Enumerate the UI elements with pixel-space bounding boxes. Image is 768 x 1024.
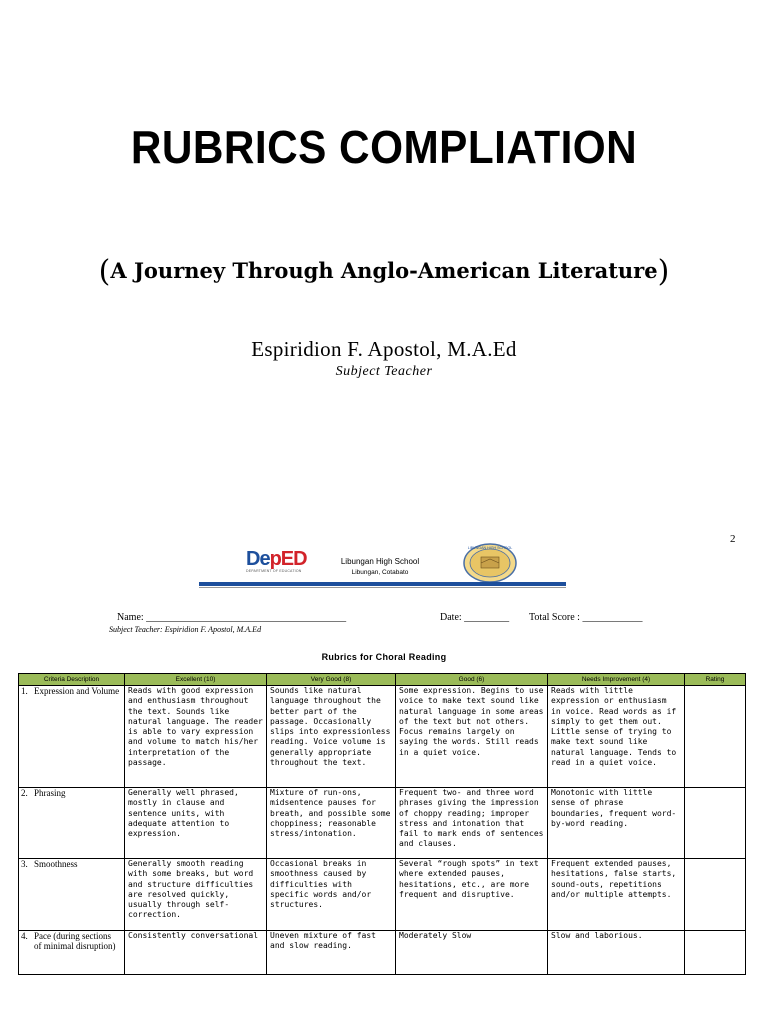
- school-name: Libungan High School: [340, 557, 420, 566]
- deped-logo: [246, 548, 307, 573]
- seal-lettering: LIBUNGAN HIGH SCHOOL: [467, 546, 513, 550]
- name-field[interactable]: Name: ________________________________________: [117, 612, 347, 623]
- very-good-cell: Sounds like natural language throughout the better part of the passage. Occasionally slips into expressionless reading. Voice volume is generally appropriate throughout the text.: [267, 686, 396, 788]
- excellent-cell: Reads with good expression and enthusiasm throughout the text. Sounds like natural language. The reader is able to vary expression and volume to match his/her interpretation of the passage.: [125, 686, 267, 788]
- date-field[interactable]: Date: _________: [440, 612, 510, 623]
- rating-cell[interactable]: [685, 788, 746, 859]
- criteria-number: 3.: [21, 859, 28, 869]
- header-excellent: Excellent (10): [125, 674, 267, 686]
- needs-improvement-cell: Monotonic with little sense of phrase boundaries, frequent word-by-word reading.: [548, 788, 685, 859]
- excellent-cell: Generally smooth reading with some breaks, but word and structure difficulties are resolved quickly, usually through self-correction.: [125, 859, 267, 931]
- needs-improvement-cell: Slow and laborious.: [548, 931, 685, 975]
- needs-improvement-cell: Reads with little expression or enthusiasm in voice. Read words as if simply to get them out. Little sense of trying to make text sound like natural language. Tends to read in a quiet voice.: [548, 686, 685, 788]
- criteria-cell: [19, 788, 125, 859]
- very-good-cell: Occasional breaks in smoothness caused by difficulties with specific words and/or structures.: [267, 859, 396, 931]
- deped-logo-part2: pED: [269, 548, 307, 570]
- subtitle-text: A Journey Through Anglo-American Literature: [110, 258, 658, 283]
- header-needs-improvement: Needs Improvement (4): [548, 674, 685, 686]
- page-number: 2: [730, 533, 736, 545]
- rating-cell[interactable]: [685, 686, 746, 788]
- school-address: Libungan, Cotabato: [351, 569, 409, 576]
- criteria-label: Pace (during sections of minimal disruption): [34, 931, 116, 952]
- criteria-label: Expression and Volume: [34, 686, 120, 696]
- header-rating: Rating: [685, 674, 746, 686]
- rating-cell[interactable]: [685, 859, 746, 931]
- criteria-label: Phrasing: [34, 788, 66, 798]
- school-seal-icon: [463, 543, 517, 583]
- header-criteria: Criteria Description: [19, 674, 125, 686]
- rubric-title: Rubrics for Choral Reading: [321, 652, 447, 662]
- document-subtitle: [0, 254, 768, 289]
- rubric-header-row: [19, 674, 746, 686]
- header-rule: [199, 582, 566, 586]
- criteria-cell: [19, 931, 125, 975]
- excellent-cell: Consistently conversational: [125, 931, 267, 975]
- deped-logo-part1: De: [246, 548, 270, 570]
- criteria-label: Smoothness: [34, 859, 78, 869]
- header-good: Good (6): [396, 674, 548, 686]
- criteria-number: 4.: [21, 931, 28, 941]
- author-name: Espiridion F. Apostol, M.A.Ed: [251, 337, 517, 361]
- total-score-field[interactable]: Total Score : ____________: [529, 612, 643, 623]
- school-block: [330, 557, 430, 576]
- good-cell: Frequent two- and three word phrases giving the impression of choppy reading; improper stress and intonation that fail to mark ends of sentences and clauses.: [396, 788, 548, 859]
- header-very-good: Very Good (8): [267, 674, 396, 686]
- rubric-table: [18, 673, 746, 975]
- criteria-number: 1.: [21, 686, 28, 696]
- criteria-cell: [19, 686, 125, 788]
- subject-teacher-line: Subject Teacher: Espiridion F. Apostol, M.A.Ed: [109, 625, 262, 634]
- very-good-cell: Uneven mixture of fast and slow reading.: [267, 931, 396, 975]
- very-good-cell: Mixture of run-ons, midsentence pauses for breath, and possible some choppiness; reasonable stress/intonation.: [267, 788, 396, 859]
- author-role: Subject Teacher: [335, 364, 433, 379]
- header-rule-thin: [199, 587, 566, 588]
- good-cell: Moderately Slow: [396, 931, 548, 975]
- good-cell: Several “rough spots” in text where extended pauses, hesitations, etc., are more frequent and disruptive.: [396, 859, 548, 931]
- criteria-number: 2.: [21, 788, 28, 798]
- subtitle-open-paren: (: [98, 254, 111, 289]
- subtitle-close-paren: ): [657, 254, 670, 289]
- needs-improvement-cell: Frequent extended pauses, hesitations, false starts, sound-outs, repetitions and/or multiple attempts.: [548, 859, 685, 931]
- table-row: [19, 859, 746, 931]
- good-cell: Some expression. Begins to use voice to make text sound like natural language in some areas of the text but not others. Focus remains largely on saying the words. Still reads in a quiet voice.: [396, 686, 548, 788]
- rating-cell[interactable]: [685, 931, 746, 975]
- table-row: [19, 788, 746, 859]
- document-title: RUBRICS COMPLIATION: [130, 121, 638, 173]
- table-row: [19, 931, 746, 975]
- criteria-cell: [19, 859, 125, 931]
- table-row: [19, 686, 746, 788]
- excellent-cell: Generally well phrased, mostly in clause and sentence units, with adequate attention to expression.: [125, 788, 267, 859]
- deped-tagline: DEPARTMENT OF EDUCATION: [246, 569, 302, 573]
